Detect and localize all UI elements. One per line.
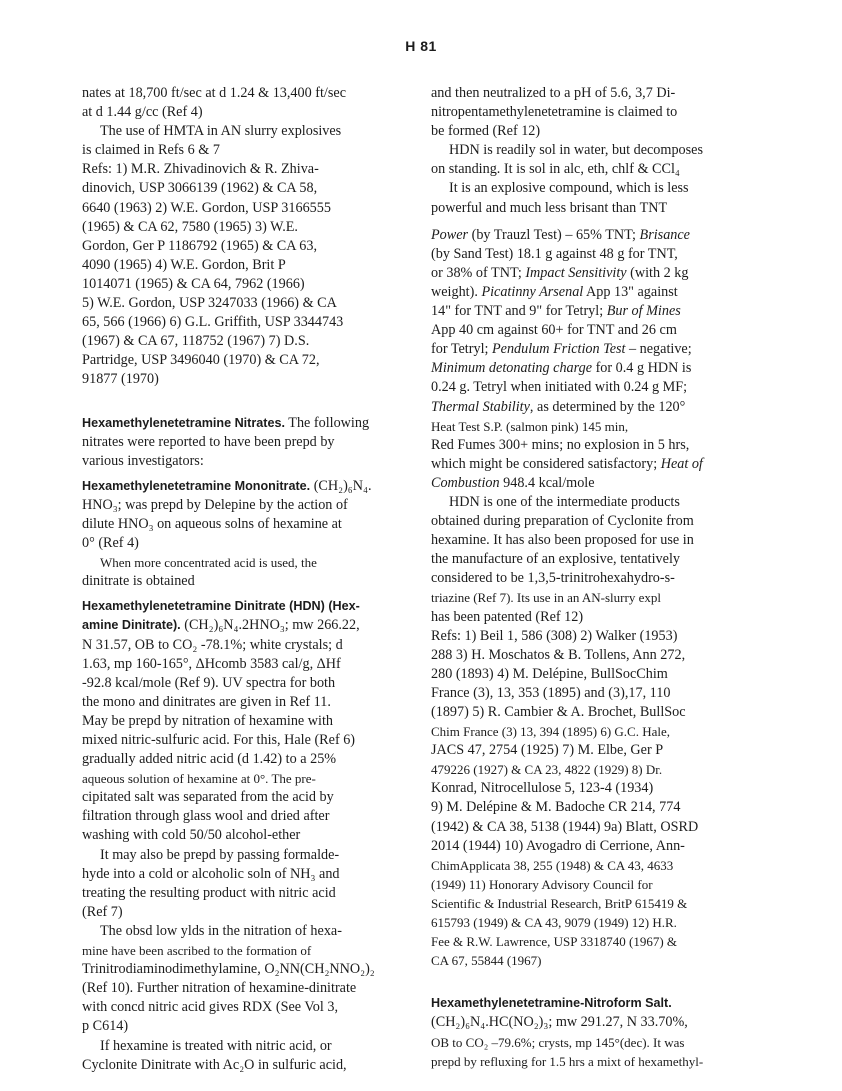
- text-run: 14" for TNT and 9" for Tetryl;: [431, 303, 607, 320]
- text-line: dinovich, USP 3066139 (1962) & CA 58,: [82, 180, 318, 197]
- text-run: (CH₂)₆N₄.: [310, 477, 372, 494]
- text-line: HNO₃; was prepd by Delepine by the action of: [82, 496, 348, 513]
- text-line: Fee & R.W. Lawrence, USP 3318740 (1967) &: [431, 934, 678, 950]
- property-label: Pendulum Friction Test: [492, 341, 626, 358]
- property-label: Impact Sensitivity: [525, 264, 627, 281]
- text-line: on standing. It is sol in alc, eth, chlf & CCl₄: [431, 161, 680, 178]
- text-line: Partridge, USP 3496040 (1970) & CA 72,: [82, 352, 320, 369]
- section-heading-line: [82, 616, 398, 635]
- text-line: It may also be prepd by passing formalde-: [100, 846, 340, 863]
- text-line: and then neutralized to a pH of 5.6, 3,7 Di-: [431, 85, 676, 101]
- text-run: for 0.4 g HDN is: [592, 360, 692, 377]
- section-heading: Hexamethylenetetramine Nitrates.: [82, 415, 285, 430]
- text-line: (Ref 7): [82, 903, 123, 920]
- text-line: Konrad, Nitrocellulose 5, 123-4 (1934): [431, 780, 654, 797]
- section-heading-line: [82, 477, 398, 496]
- text-line: The use of HMTA in AN slurry explosives: [100, 123, 342, 140]
- text-line: [431, 359, 747, 378]
- text-line: It is an explosive compound, which is less: [449, 180, 689, 197]
- right-column: [431, 84, 747, 1071]
- text-line: -92.8 kcal/mole (Ref 9). UV spectra for both: [82, 674, 336, 691]
- text-line: [431, 398, 747, 417]
- text-line: nates at 18,700 ft/sec at d 1.24 & 13,400 ft/sec: [82, 85, 346, 101]
- text-line: 9) M. Delépine & M. Badoche CR 214, 774: [431, 799, 681, 816]
- property-label: Bur of Mines: [606, 303, 681, 320]
- text-line: hyde into a cold or alcoholic soln of NH₃ and: [82, 865, 340, 882]
- text-line: mixed nitric-sulfuric acid. For this, Hale (Ref 6): [82, 732, 356, 748]
- text-line: [431, 283, 747, 302]
- text-line: CA 67, 55844 (1967): [431, 953, 542, 969]
- text-line: with concd nitric acid gives RDX (See Vol 3,: [82, 999, 338, 1016]
- text-line: be formed (Ref 12): [431, 123, 541, 140]
- property-label: Thermal Stability: [431, 398, 530, 415]
- text-run: (CH₂)₆N₄.2HNO₃; mw 266.22,: [180, 617, 360, 634]
- text-run: (with 2 kg: [626, 264, 689, 281]
- text-line: Chim France (3) 13, 394 (1895) 6) G.C. Hale,: [431, 724, 671, 740]
- text-line: has been patented (Ref 12): [431, 608, 584, 625]
- text-line: When more concentrated acid is used, the: [100, 555, 317, 571]
- text-line: [431, 340, 747, 359]
- text-line: is claimed in Refs 6 & 7: [82, 142, 220, 159]
- text-run: which might be considered satisfactory;: [431, 455, 661, 472]
- text-line: 6640 (1963) 2) W.E. Gordon, USP 3166555: [82, 199, 331, 216]
- text-line: washing with cold 50/50 alcohol-ether: [82, 827, 301, 844]
- text-line: France (3), 13, 353 (1895) and (3),17, 110: [431, 684, 671, 701]
- text-line: (1967) & CA 67, 118752 (1967) 7) D.S.: [82, 333, 310, 350]
- text-line: OB to CO₂ –79.6%; crysts, mp 145°(dec). It was: [431, 1034, 685, 1050]
- text-line: HDN is readily sol in water, but decomposes: [449, 142, 703, 159]
- text-line: 4090 (1965) 4) W.E. Gordon, Brit P: [82, 256, 286, 273]
- text-run: App 13" against: [583, 283, 678, 300]
- text-run: or 38% of TNT;: [431, 264, 526, 281]
- text-line: dilute HNO₃ on aqueous solns of hexamine at: [82, 515, 342, 532]
- references-line: Refs: 1) Beil 1, 586 (308) 2) Walker (1953): [431, 627, 678, 644]
- text-line: 2014 (1944) 10) Avogadro di Cerrione, Ann-: [431, 837, 685, 854]
- text-line: nitropentamethylenetetramine is claimed to: [431, 104, 678, 121]
- text-line: 65, 566 (1966) 6) G.L. Griffith, USP 3344743: [82, 314, 344, 331]
- references-line: Refs: 1) M.R. Zhivadinovich & R. Zhiva-: [82, 161, 319, 178]
- text-line: hexamine. It has also been proposed for use in: [431, 532, 694, 549]
- text-line: filtration through glass wool and dried after: [82, 808, 330, 825]
- section-heading: amine Dinitrate).: [82, 618, 181, 633]
- text-line: dinitrate is obtained: [82, 573, 195, 590]
- property-label: Power: [431, 226, 469, 243]
- text-line: May be prepd by nitration of hexamine with: [82, 712, 333, 729]
- section-heading: Hexamethylenetetramine Mononitrate.: [82, 478, 311, 493]
- text-run: weight).: [431, 283, 482, 300]
- text-run: – negative;: [625, 341, 692, 358]
- text-line: 0.24 g. Tetryl when initiated with 0.24 g MF;: [431, 379, 688, 396]
- section-heading: Hexamethylenetetramine Dinitrate (HDN) (Hex-: [82, 599, 360, 614]
- property-label: Picatinny Arsenal: [481, 283, 584, 300]
- text-line: the manufacture of an explosive, tentatively: [431, 551, 680, 568]
- text-line: 0° (Ref 4): [82, 535, 139, 552]
- text-line: (Ref 10). Further nitration of hexamine-dinitrate: [82, 980, 357, 997]
- text-run: , as determined by the 120°: [529, 398, 686, 415]
- text-line: cipitated salt was separated from the acid by: [82, 789, 334, 806]
- text-line: Gordon, Ger P 1186792 (1965) & CA 63,: [82, 237, 317, 254]
- text-line: (1942) & CA 38, 5138 (1944) 9a) Blatt, OSRD: [431, 818, 699, 835]
- text-line: App 40 cm against 60+ for TNT and 26 cm: [431, 322, 677, 339]
- text-line: powerful and much less brisant than TNT: [431, 199, 668, 216]
- text-line: Scientific & Industrial Research, BritP 615419 &: [431, 895, 688, 911]
- property-label: Combustion: [431, 474, 500, 491]
- text-line: p C614): [82, 1018, 129, 1035]
- text-line: at d 1.44 g/cc (Ref 4): [82, 104, 203, 121]
- text-line: (1897) 5) R. Cambier & A. Brochet, BullSoc: [431, 704, 686, 720]
- property-label: Brisance: [639, 226, 690, 243]
- text-line: N 31.57, OB to CO₂ -78.1%; white crystals; d: [82, 636, 343, 653]
- property-label: Heat of: [660, 455, 703, 472]
- text-line: aqueous solution of hexamine at 0°. The pre-: [82, 771, 316, 787]
- text-run: for Tetryl;: [431, 341, 492, 358]
- text-line: (1965) & CA 62, 7580 (1965) 3) W.E.: [82, 218, 298, 235]
- text-line: (CH₂)₆N₄.HC(NO₂)₃; mw 291.27, N 33.70%,: [431, 1014, 688, 1031]
- text-line: 479226 (1927) & CA 23, 4822 (1929) 8) Dr.: [431, 762, 663, 778]
- text-line: triazine (Ref 7). Its use in an AN-slurry expl: [431, 590, 661, 606]
- text-line: HDN is one of the intermediate products: [449, 493, 680, 510]
- text-line: various investigators:: [82, 452, 204, 469]
- text-line: [431, 226, 747, 245]
- text-line: [431, 302, 747, 321]
- text-line: 288 3) H. Moschatos & B. Tollens, Ann 272,: [431, 646, 686, 663]
- text-line: 280 (1893) 4) M. Delépine, BullSocChim: [431, 665, 668, 682]
- text-line: JACS 47, 2754 (1925) 7) M. Elbe, Ger P: [431, 742, 664, 759]
- text-line: the mono and dinitrates are given in Ref 11.: [82, 693, 331, 710]
- text-line: 1.63, mp 160-165°, ΔHcomb 3583 cal/g, ΔHf: [82, 655, 341, 672]
- text-run: The following: [284, 414, 370, 431]
- left-column: [82, 84, 398, 1075]
- text-line: (by Sand Test) 18.1 g against 48 g for TNT,: [431, 245, 678, 262]
- text-line: The obsd low ylds in the nitration of hexa-: [100, 922, 342, 939]
- text-line: prepd by refluxing for 1.5 hrs a mixt of hexamethyl-: [431, 1053, 704, 1069]
- text-line: [431, 264, 747, 283]
- text-line: mine have been ascribed to the formation of: [82, 943, 312, 959]
- text-run: (by Trauzl Test) – 65% TNT;: [468, 226, 640, 243]
- text-run: 948.4 kcal/mole: [499, 474, 595, 491]
- property-label: Minimum detonating charge: [431, 360, 593, 377]
- text-line: [431, 474, 747, 493]
- text-line: Heat Test S.P. (salmon pink) 145 min,: [431, 418, 629, 434]
- text-line: considered to be 1,3,5-trinitrohexahydro-s-: [431, 570, 675, 587]
- page-number: H 81: [405, 38, 437, 54]
- text-line: (1949) 11) Honorary Advisory Council for: [431, 876, 653, 892]
- text-line: Trinitrodiaminodimethylamine, O₂NN(CH₂NNO₂)₂: [82, 961, 375, 978]
- text-line: Cyclonite Dinitrate with Ac₂O in sulfuric acid,: [82, 1056, 347, 1073]
- text-line: gradually added nitric acid (d 1.42) to a 25%: [82, 751, 337, 768]
- text-line: 5) W.E. Gordon, USP 3247033 (1966) & CA: [82, 295, 337, 312]
- text-line: 1014071 (1965) & CA 64, 7962 (1966): [82, 275, 305, 292]
- text-line: 91877 (1970): [82, 371, 159, 388]
- section-heading: Hexamethylenetetramine-Nitroform Salt.: [431, 996, 672, 1011]
- text-line: Red Fumes 300+ mins; no explosion in 5 hrs,: [431, 436, 690, 453]
- text-line: If hexamine is treated with nitric acid, or: [100, 1037, 332, 1054]
- text-line: 615793 (1949) & CA 43, 9079 (1949) 12) H.R.: [431, 915, 677, 931]
- text-line: treating the resulting product with nitric acid: [82, 884, 336, 901]
- text-line: [431, 455, 747, 474]
- section-heading-line: [82, 414, 398, 433]
- text-line: ChimApplicata 38, 255 (1948) & CA 43, 4633: [431, 857, 674, 873]
- text-line: nitrates were reported to have been prepd by: [82, 433, 335, 450]
- text-line: obtained during preparation of Cyclonite from: [431, 513, 694, 530]
